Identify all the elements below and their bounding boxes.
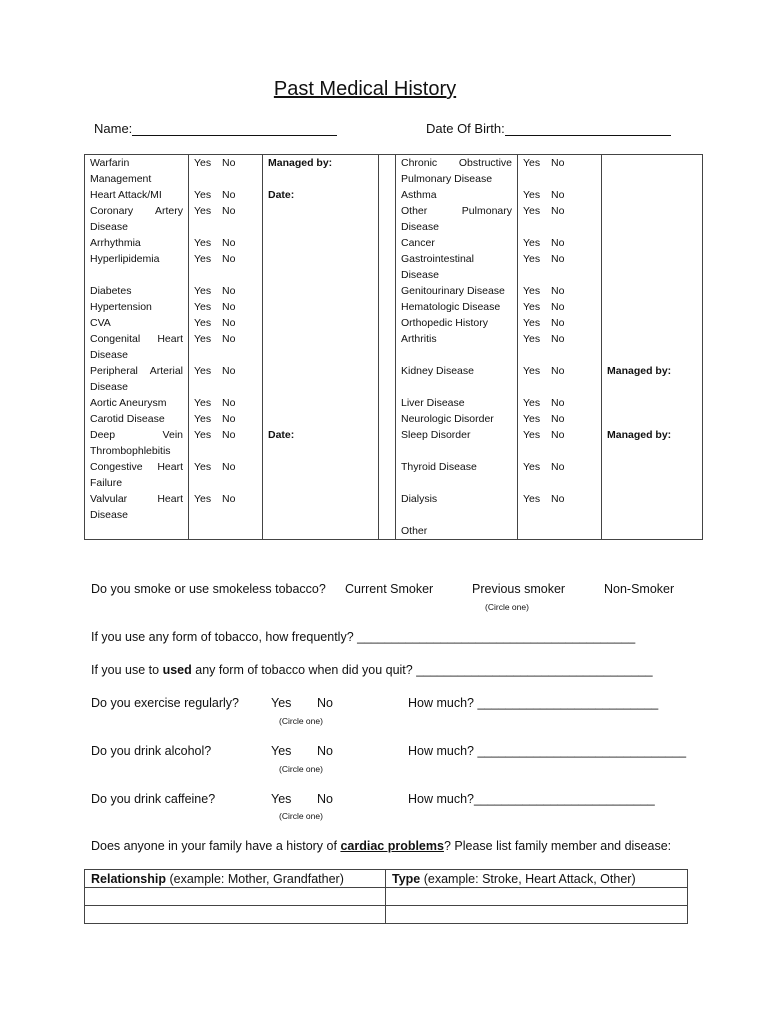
no-option[interactable]: No xyxy=(222,365,236,377)
yes-no-left[interactable] xyxy=(189,187,263,203)
note-cell[interactable] xyxy=(263,331,379,363)
spacer-cell xyxy=(379,331,396,363)
yes-no-right[interactable] xyxy=(518,459,602,491)
note-cell[interactable] xyxy=(263,203,379,235)
no-option[interactable]: No xyxy=(222,461,236,473)
yes-option[interactable]: Yes xyxy=(523,429,541,441)
condition-right xyxy=(396,395,518,411)
no-option[interactable]: No xyxy=(551,413,565,425)
condition-left xyxy=(85,491,189,523)
yes-option[interactable]: Yes xyxy=(523,285,541,297)
condition-right xyxy=(396,187,518,203)
yes-no-left[interactable] xyxy=(189,315,263,331)
yes-no-left[interactable] xyxy=(189,235,263,251)
no-option[interactable]: No xyxy=(551,365,565,377)
smoke-option-previous[interactable]: Previous smoker xyxy=(472,582,566,596)
spacer-cell xyxy=(379,363,396,395)
family-history-question xyxy=(91,839,671,853)
alcohol-how-much-field[interactable]: How much? ______________________________ xyxy=(408,744,687,758)
no-option[interactable]: No xyxy=(222,205,236,217)
history-row xyxy=(85,363,703,395)
yes-no-left[interactable] xyxy=(189,363,263,395)
condition-right-text: Other Pulmonary Disease xyxy=(401,205,512,233)
yes-no-right[interactable] xyxy=(518,411,602,427)
condition-right-text: Neurologic Disorder xyxy=(401,413,494,425)
note-cell-right[interactable] xyxy=(602,331,703,363)
yes-no-right[interactable] xyxy=(518,427,602,459)
type-header-example: (example: Stroke, Heart Attack, Other) xyxy=(420,871,636,886)
yes-no-left[interactable] xyxy=(189,523,263,540)
condition-left xyxy=(85,523,189,540)
condition-left xyxy=(85,411,189,427)
yes-option[interactable]: Yes xyxy=(523,397,541,409)
yes-no-left[interactable] xyxy=(189,155,263,188)
quit-text-post: any form of tobacco when did you quit? __________________________________ xyxy=(191,663,653,677)
yes-option[interactable]: Yes xyxy=(194,397,212,409)
spacer-cell xyxy=(379,235,396,251)
condition-right xyxy=(396,523,518,540)
yes-option[interactable]: Yes xyxy=(194,205,212,217)
family-table-row xyxy=(85,906,688,924)
condition-left-text: Heart Attack/MI xyxy=(90,189,162,201)
condition-right-text: Dialysis xyxy=(401,493,438,505)
smoke-circle-note: (Circle one) xyxy=(485,602,529,612)
relationship-header xyxy=(85,870,386,888)
condition-right-text: Genitourinary Disease xyxy=(401,285,505,297)
yes-no-left[interactable] xyxy=(189,427,263,459)
note-cell-right[interactable] xyxy=(602,203,703,235)
condition-left-text: Valvular Heart Disease xyxy=(90,493,183,521)
no-option[interactable]: No xyxy=(551,493,565,505)
yes-no-right[interactable] xyxy=(518,155,602,188)
name-label: Name: xyxy=(94,121,133,136)
no-option[interactable]: No xyxy=(551,333,565,345)
condition-right xyxy=(396,251,518,283)
yes-option[interactable]: Yes xyxy=(194,333,212,345)
dob-label: Date Of Birth: xyxy=(426,121,505,136)
yes-option[interactable]: Yes xyxy=(523,301,541,313)
condition-right-text: Thyroid Disease xyxy=(401,461,477,473)
type-cell[interactable] xyxy=(386,906,688,924)
note-cell-right-text: Managed by: xyxy=(607,429,672,441)
condition-right-text: Cancer xyxy=(401,237,435,249)
yes-option[interactable]: Yes xyxy=(523,365,541,377)
condition-left xyxy=(85,315,189,331)
note-cell-right[interactable] xyxy=(602,491,703,523)
note-cell[interactable] xyxy=(263,235,379,251)
yes-no-right[interactable] xyxy=(518,299,602,315)
yes-option[interactable]: Yes xyxy=(194,461,212,473)
yes-no-right[interactable] xyxy=(518,187,602,203)
condition-left xyxy=(85,203,189,235)
history-row xyxy=(85,427,703,459)
alcohol-circle-note: (Circle one) xyxy=(279,764,323,774)
yes-option[interactable]: Yes xyxy=(523,317,541,329)
condition-left xyxy=(85,331,189,363)
yes-no-right[interactable] xyxy=(518,395,602,411)
quit-text-pre: If you use to xyxy=(91,663,163,677)
condition-left-text: Congestive Heart Failure xyxy=(90,461,183,489)
yes-option[interactable]: Yes xyxy=(194,301,212,313)
note-cell-right[interactable] xyxy=(602,299,703,315)
dob-line xyxy=(505,122,671,136)
yes-option[interactable]: Yes xyxy=(194,317,212,329)
note-cell-text: Date: xyxy=(268,189,295,201)
caffeine-circle-note: (Circle one) xyxy=(279,811,323,821)
note-cell[interactable] xyxy=(263,315,379,331)
condition-left xyxy=(85,235,189,251)
yes-option[interactable]: Yes xyxy=(523,237,541,249)
medical-history-table xyxy=(84,154,703,540)
relationship-cell[interactable] xyxy=(85,906,386,924)
no-option[interactable]: No xyxy=(551,237,565,249)
no-option[interactable]: No xyxy=(222,189,236,201)
tobacco-quit-field[interactable] xyxy=(91,663,653,677)
history-row xyxy=(85,187,703,203)
condition-right-text: Arthritis xyxy=(401,333,437,345)
condition-left xyxy=(85,299,189,315)
yes-option[interactable]: Yes xyxy=(523,493,541,505)
condition-right-text: Hematologic Disease xyxy=(401,301,501,313)
condition-right xyxy=(396,155,518,188)
note-cell-text: Date: xyxy=(268,429,295,441)
condition-right xyxy=(396,459,518,491)
yes-no-right[interactable] xyxy=(518,283,602,299)
yes-no-right[interactable] xyxy=(518,235,602,251)
exercise-circle-note: (Circle one) xyxy=(279,716,323,726)
condition-left-text: CVA xyxy=(90,317,111,329)
condition-left xyxy=(85,187,189,203)
yes-option[interactable]: Yes xyxy=(194,157,212,169)
no-option[interactable]: No xyxy=(551,461,565,473)
yes-no-right[interactable] xyxy=(518,523,602,540)
no-option[interactable]: No xyxy=(222,429,236,441)
no-option[interactable]: No xyxy=(222,397,236,409)
no-option[interactable]: No xyxy=(222,237,236,249)
yes-no-left[interactable] xyxy=(189,299,263,315)
condition-right xyxy=(396,427,518,459)
no-option[interactable]: No xyxy=(222,413,236,425)
note-cell[interactable] xyxy=(263,251,379,283)
no-option[interactable]: No xyxy=(222,317,236,329)
relationship-header-bold: Relationship xyxy=(91,871,167,886)
name-line xyxy=(132,122,337,136)
condition-right xyxy=(396,299,518,315)
spacer-cell xyxy=(379,459,396,491)
no-option[interactable]: No xyxy=(551,285,565,297)
yes-option[interactable]: Yes xyxy=(523,189,541,201)
type-header-bold: Type xyxy=(392,871,421,886)
note-cell[interactable] xyxy=(263,283,379,299)
spacer-cell xyxy=(379,187,396,203)
no-option[interactable]: No xyxy=(222,333,236,345)
no-option[interactable]: No xyxy=(222,301,236,313)
yes-option[interactable]: Yes xyxy=(194,493,212,505)
caffeine-question: Do you drink caffeine? xyxy=(91,792,216,806)
family-table-row xyxy=(85,888,688,906)
condition-left-text: Diabetes xyxy=(90,285,132,297)
tobacco-frequency-field[interactable]: If you use any form of tobacco, how frequently? ________________________________________ xyxy=(91,630,636,644)
condition-right xyxy=(396,283,518,299)
condition-right-text: Sleep Disorder xyxy=(401,429,471,441)
yes-no-left[interactable] xyxy=(189,251,263,283)
history-row xyxy=(85,203,703,235)
exercise-yes[interactable]: Yes xyxy=(271,696,292,710)
spacer-cell xyxy=(379,395,396,411)
type-cell[interactable] xyxy=(386,888,688,906)
yes-no-right[interactable] xyxy=(518,203,602,235)
alcohol-no[interactable]: No xyxy=(317,744,333,758)
history-row xyxy=(85,299,703,315)
spacer-cell xyxy=(379,155,396,188)
spacer-cell xyxy=(379,299,396,315)
note-cell-right[interactable] xyxy=(602,363,703,395)
no-option[interactable]: No xyxy=(551,253,565,265)
history-row xyxy=(85,235,703,251)
note-cell-right[interactable] xyxy=(602,235,703,251)
exercise-how-much-field[interactable]: How much? __________________________ xyxy=(408,696,659,710)
type-header xyxy=(386,870,688,888)
no-option[interactable]: No xyxy=(551,301,565,313)
yes-option[interactable]: Yes xyxy=(523,157,541,169)
yes-option[interactable]: Yes xyxy=(523,253,541,265)
spacer-cell xyxy=(379,283,396,299)
spacer-cell xyxy=(379,203,396,235)
yes-option[interactable]: Yes xyxy=(523,333,541,345)
history-row xyxy=(85,315,703,331)
note-cell[interactable] xyxy=(263,155,379,188)
condition-left xyxy=(85,363,189,395)
condition-left-text: Hypertension xyxy=(90,301,152,313)
no-option[interactable]: No xyxy=(222,253,236,265)
smoke-option-non[interactable]: Non-Smoker xyxy=(604,582,675,596)
condition-left xyxy=(85,155,189,188)
yes-no-right[interactable] xyxy=(518,491,602,523)
history-row xyxy=(85,411,703,427)
family-text-bold: cardiac problems xyxy=(340,839,444,853)
yes-option[interactable]: Yes xyxy=(523,461,541,473)
condition-left-text: Carotid Disease xyxy=(90,413,165,425)
no-option[interactable]: No xyxy=(222,493,236,505)
condition-right-text: Liver Disease xyxy=(401,397,465,409)
condition-right-text: Gastrointestinal Disease xyxy=(401,253,474,281)
yes-option[interactable]: Yes xyxy=(194,253,212,265)
condition-left-text: Deep Vein Thrombophlebitis xyxy=(90,429,183,457)
note-cell-right-text: Managed by: xyxy=(607,365,672,377)
condition-right xyxy=(396,331,518,363)
condition-left xyxy=(85,283,189,299)
note-cell-right[interactable] xyxy=(602,187,703,203)
no-option[interactable]: No xyxy=(551,429,565,441)
spacer-cell xyxy=(379,523,396,540)
family-table-header xyxy=(85,870,688,888)
caffeine-no[interactable]: No xyxy=(317,792,333,806)
yes-option[interactable]: Yes xyxy=(194,285,212,297)
yes-option[interactable]: Yes xyxy=(194,429,212,441)
condition-left-text: Aortic Aneurysm xyxy=(90,397,167,409)
page-title: Past Medical History xyxy=(273,78,457,100)
condition-right xyxy=(396,203,518,235)
note-cell[interactable] xyxy=(263,411,379,427)
relationship-header-example: (example: Mother, Grandfather) xyxy=(166,871,344,886)
yes-no-left[interactable] xyxy=(189,459,263,491)
condition-right xyxy=(396,363,518,395)
yes-no-left[interactable] xyxy=(189,331,263,363)
note-cell[interactable] xyxy=(263,523,379,540)
yes-option[interactable]: Yes xyxy=(194,237,212,249)
condition-right-text: Asthma xyxy=(401,189,437,201)
no-option[interactable]: No xyxy=(551,205,565,217)
spacer-cell xyxy=(379,251,396,283)
alcohol-question: Do you drink alcohol? xyxy=(91,744,212,758)
condition-left-text: Congenital Heart Disease xyxy=(90,333,183,361)
note-cell[interactable] xyxy=(263,363,379,395)
caffeine-yes[interactable]: Yes xyxy=(271,792,292,806)
note-cell-right[interactable] xyxy=(602,523,703,540)
history-row xyxy=(85,523,703,540)
condition-right xyxy=(396,411,518,427)
no-option[interactable]: No xyxy=(551,189,565,201)
quit-text-bold: used xyxy=(162,663,192,677)
note-cell-right[interactable] xyxy=(602,155,703,188)
note-cell[interactable] xyxy=(263,491,379,523)
note-cell-right[interactable] xyxy=(602,459,703,491)
smoke-option-current[interactable]: Current Smoker xyxy=(345,582,434,596)
no-option[interactable]: No xyxy=(551,157,565,169)
name-field[interactable] xyxy=(94,121,337,136)
history-row xyxy=(85,459,703,491)
condition-left-text: Arrhythmia xyxy=(90,237,141,249)
history-row xyxy=(85,331,703,363)
note-cell-right[interactable] xyxy=(602,395,703,411)
yes-no-left[interactable] xyxy=(189,283,263,299)
note-cell[interactable] xyxy=(263,187,379,203)
spacer-cell xyxy=(379,411,396,427)
condition-left xyxy=(85,459,189,491)
yes-no-right[interactable] xyxy=(518,331,602,363)
condition-right-text: Kidney Disease xyxy=(401,365,474,377)
yes-no-left[interactable] xyxy=(189,491,263,523)
exercise-no[interactable]: No xyxy=(317,696,333,710)
condition-left-text: Peripheral Arterial Disease xyxy=(90,365,183,393)
note-cell-right[interactable] xyxy=(602,251,703,283)
dob-field[interactable] xyxy=(426,121,671,136)
condition-left-text: Warfarin Management xyxy=(90,157,152,185)
history-row xyxy=(85,395,703,411)
no-option[interactable]: No xyxy=(551,397,565,409)
condition-right xyxy=(396,235,518,251)
note-cell-right[interactable] xyxy=(602,283,703,299)
condition-right-text: Other xyxy=(401,525,428,537)
caffeine-how-much-field[interactable]: How much?__________________________ xyxy=(408,792,655,806)
condition-left-text: Coronary Artery Disease xyxy=(90,205,183,233)
note-cell-right[interactable] xyxy=(602,315,703,331)
yes-option[interactable]: Yes xyxy=(523,413,541,425)
spacer-cell xyxy=(379,491,396,523)
note-cell[interactable] xyxy=(263,427,379,459)
no-option[interactable]: No xyxy=(222,157,236,169)
condition-left-text: Hyperlipidemia xyxy=(90,253,160,265)
condition-left xyxy=(85,427,189,459)
note-cell[interactable] xyxy=(263,395,379,411)
note-cell-right[interactable] xyxy=(602,411,703,427)
yes-no-right[interactable] xyxy=(518,315,602,331)
history-row xyxy=(85,283,703,299)
condition-right xyxy=(396,491,518,523)
history-row xyxy=(85,155,703,188)
note-cell-right[interactable] xyxy=(602,427,703,459)
yes-no-left[interactable] xyxy=(189,395,263,411)
exercise-question: Do you exercise regularly? xyxy=(91,696,239,710)
spacer-cell xyxy=(379,427,396,459)
yes-no-right[interactable] xyxy=(518,251,602,283)
condition-right-text: Chronic Obstructive Pulmonary Disease xyxy=(401,157,512,185)
history-row xyxy=(85,251,703,283)
smoke-question: Do you smoke or use smokeless tobacco? xyxy=(91,582,326,596)
no-option[interactable]: No xyxy=(551,317,565,329)
alcohol-yes[interactable]: Yes xyxy=(271,744,292,758)
spacer-cell xyxy=(379,315,396,331)
family-text-pre: Does anyone in your family have a history of xyxy=(91,839,341,853)
family-history-table xyxy=(84,869,688,924)
condition-left xyxy=(85,251,189,283)
condition-right xyxy=(396,315,518,331)
family-text-post: ? Please list family member and disease: xyxy=(443,839,672,853)
note-cell-text: Managed by: xyxy=(268,157,333,169)
yes-option[interactable]: Yes xyxy=(194,413,212,425)
yes-option[interactable]: Yes xyxy=(523,205,541,217)
note-cell[interactable] xyxy=(263,299,379,315)
yes-option[interactable]: Yes xyxy=(194,365,212,377)
condition-right-text: Orthopedic History xyxy=(401,317,488,329)
yes-no-left[interactable] xyxy=(189,411,263,427)
yes-no-right[interactable] xyxy=(518,363,602,395)
relationship-cell[interactable] xyxy=(85,888,386,906)
yes-option[interactable]: Yes xyxy=(194,189,212,201)
condition-left xyxy=(85,395,189,411)
history-row xyxy=(85,491,703,523)
yes-no-left[interactable] xyxy=(189,203,263,235)
no-option[interactable]: No xyxy=(222,285,236,297)
note-cell[interactable] xyxy=(263,459,379,491)
